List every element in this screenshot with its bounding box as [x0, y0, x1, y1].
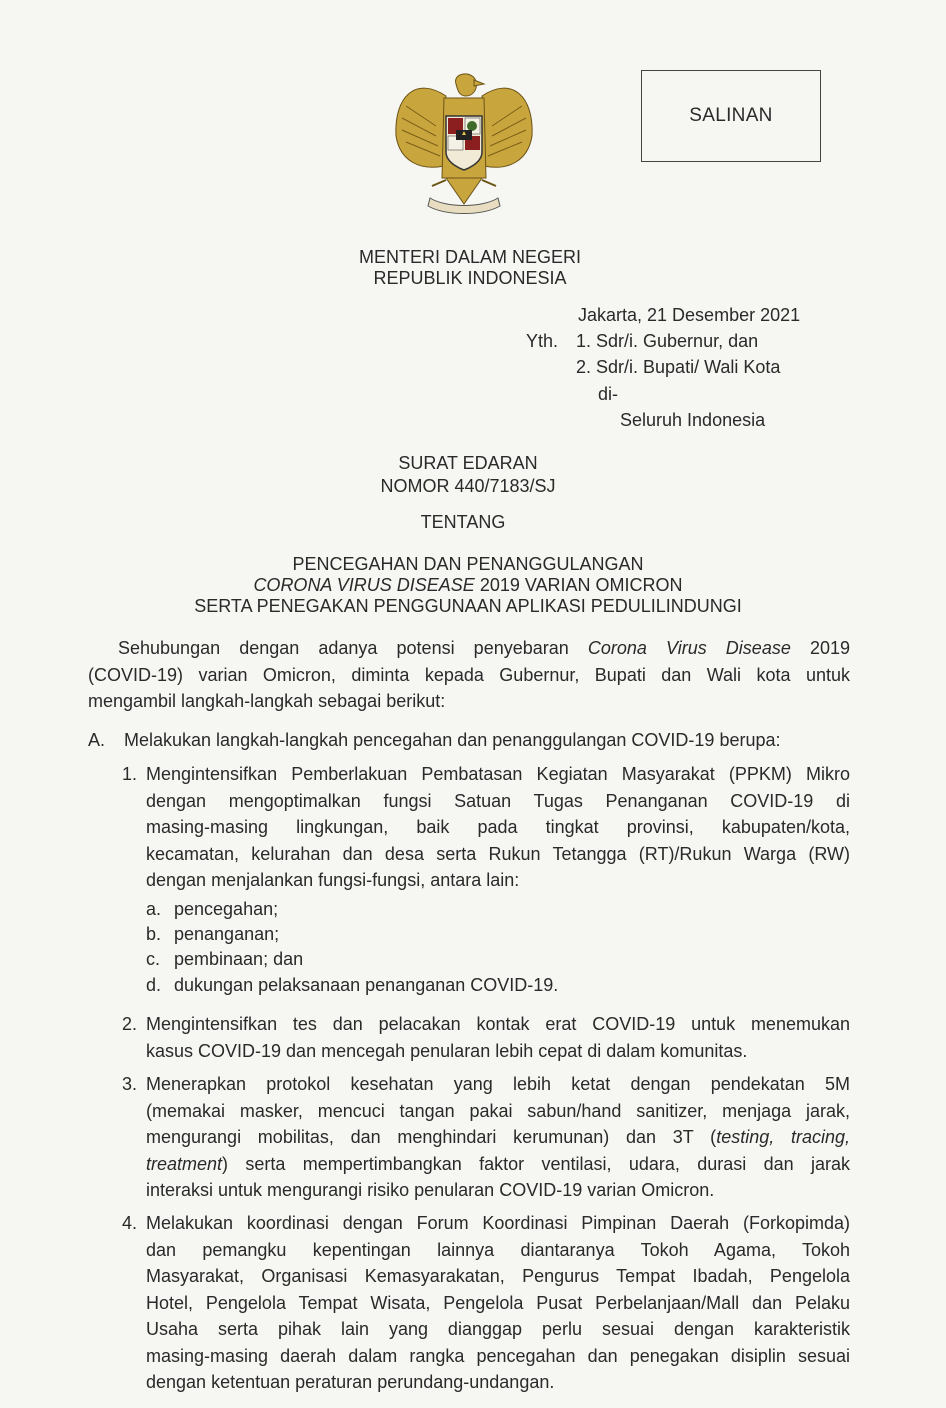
- intro-paragraph: [88, 635, 850, 715]
- sub-c-marker: c.: [146, 949, 161, 969]
- section-a-text: Melakukan langkah-langkah pencegahan dan penanggulangan COVID-19 berupa:: [124, 730, 781, 750]
- item-3-marker: 3.: [122, 1074, 138, 1094]
- item-1-text: [146, 761, 850, 894]
- item-2-text: [146, 1011, 850, 1064]
- item-3-text-3a: mengurangi mobilitas, dan menghindari kerumunan) dan 3T (: [146, 1127, 717, 1147]
- recipient-1: 1. Sdr/i. Gubernur, dan: [576, 331, 759, 351]
- item-3-line-3: [146, 1124, 850, 1151]
- letter-number: NOMOR 440/7183/SJ: [380, 476, 556, 496]
- item-1-marker: 1.: [122, 764, 138, 784]
- salinan-stamp: [641, 70, 821, 162]
- sub-c-text: pembinaan; dan: [174, 949, 304, 969]
- item-4-line-3: Masyarakat, Organisasi Kemasyarakatan, Pengurus Tempat Ibadah, Pengelola: [146, 1266, 850, 1286]
- item-4-line-1: Melakukan koordinasi dengan Forum Koordinasi Pimpinan Daerah (Forkopimda): [146, 1213, 850, 1233]
- item-3-line-1: Menerapkan protokol kesehatan yang lebih ketat dengan pendekatan 5M: [146, 1074, 850, 1094]
- intro-text-1a: Sehubungan dengan adanya potensi penyebaran: [118, 638, 588, 658]
- issuer-line-1: MENTERI DALAM NEGERI: [358, 247, 582, 267]
- letter-subject: [0, 554, 946, 617]
- item-1-line-5: dengan menjalankan fungsi-fungsi, antara lain:: [146, 870, 520, 890]
- recipient-location: Seluruh Indonesia: [620, 410, 766, 430]
- item-3-text: [146, 1071, 850, 1204]
- item-1-line-2: dengan mengoptimalkan fungsi Satuan Tugas Penanganan COVID-19 di: [146, 790, 850, 811]
- yth-label: Yth.: [526, 331, 559, 351]
- recipient-2: 2. Sdr/i. Bupati/ Wali Kota: [576, 357, 781, 377]
- item-4-line-4: Hotel, Pengelola Tempat Wisata, Pengelola Pusat Perbelanjaan/Mall dan Pelaku: [146, 1292, 850, 1313]
- subject-italic: CORONA VIRUS DISEASE: [253, 575, 475, 595]
- sub-b-marker: b.: [146, 924, 162, 944]
- item-4-line-7: dengan ketentuan peraturan perundang-undangan.: [146, 1372, 555, 1392]
- letter-title: [0, 453, 946, 497]
- item-1-line-4: kecamatan, kelurahan dan desa serta Rukun Tetangga (RT)/Rukun Warga (RW): [146, 843, 850, 864]
- sub-b-text: penanganan;: [174, 924, 280, 944]
- item-3-line-4: [146, 1151, 850, 1178]
- intro-text-1c: 2019: [790, 638, 850, 658]
- item-3-text-4a: treatment: [146, 1153, 223, 1174]
- intro-line-3: mengambil langkah-langkah sebagai berikut:: [88, 691, 446, 711]
- sub-d-text: dukungan pelaksanaan penanganan COVID-19.: [174, 975, 559, 995]
- item-3-text-3b: testing, tracing,: [716, 1127, 850, 1147]
- subject-line-3: SERTA PENEGAKAN PENGGUNAAN APLIKASI PEDULILINDUNGI: [194, 596, 742, 616]
- item-3-line-5: interaksi untuk mengurangi risiko penularan COVID-19 varian Omicron.: [146, 1180, 715, 1200]
- sub-a-text: pencegahan;: [174, 899, 279, 919]
- item-4-line-5: Usaha serta pihak lain yang dianggap perlu sesuai dengan karakteristik: [146, 1319, 850, 1339]
- intro-line-1: [88, 635, 850, 662]
- subject-line-2: [0, 575, 946, 596]
- item-3-text-4b: ) serta mempertimbangkan faktor ventilasi, udara, durasi dan jarak: [222, 1153, 850, 1174]
- item-2-marker: 2.: [122, 1014, 138, 1034]
- item-1-line-1: Mengintensifkan Pemberlakuan Pembatasan Kegiatan Masyarakat (PPKM) Mikro: [146, 764, 850, 784]
- intro-line-2: (COVID-19) varian Omicron, diminta kepada Gubernur, Bupati dan Wali kota untuk: [88, 664, 850, 685]
- intro-text-1b: Corona Virus Disease: [587, 638, 791, 658]
- item-3-line-2: (memakai masker, mencuci tangan pakai sabun/hand sanitizer, menjaga jarak,: [146, 1100, 850, 1121]
- issuer-line-2: REPUBLIK INDONESIA: [373, 268, 567, 288]
- subject-line-2-rest: 2019 VARIAN OMICRON: [474, 575, 683, 595]
- di-label: di-: [598, 384, 619, 404]
- sub-a-marker: a.: [146, 899, 162, 919]
- item-4-line-6: masing-masing daerah dalam rangka pencegahan dan penegakan disiplin sesuai: [146, 1345, 850, 1366]
- item-2-line-2: kasus COVID-19 dan mencegah penularan lebih cepat di dalam komunitas.: [146, 1040, 748, 1061]
- sub-d-marker: d.: [146, 975, 162, 995]
- subject-line-1: PENCEGAHAN DAN PENANGGULANGAN: [292, 554, 644, 574]
- item-4-line-2: dan pemangku kepentingan lainnya diantaranya Tokoh Agama, Tokoh: [146, 1239, 850, 1260]
- letter-type: SURAT EDARAN: [398, 453, 538, 473]
- item-4-marker: 4.: [122, 1213, 138, 1233]
- salinan-label: SALINAN: [689, 105, 773, 126]
- item-2-line-1: Mengintensifkan tes dan pelacakan kontak erat COVID-19 untuk menemukan: [146, 1014, 850, 1034]
- garuda-emblem-icon: [386, 66, 542, 222]
- item-4-text: [146, 1210, 850, 1396]
- section-a-marker: A.: [88, 730, 106, 750]
- place-date: Jakarta, 21 Desember 2021: [578, 305, 801, 325]
- item-1-line-3: masing-masing lingkungan, baik pada tingkat provinsi, kabupaten/kota,: [146, 817, 850, 837]
- issuer-heading: [0, 247, 946, 289]
- tentang-label: TENTANG: [420, 512, 506, 532]
